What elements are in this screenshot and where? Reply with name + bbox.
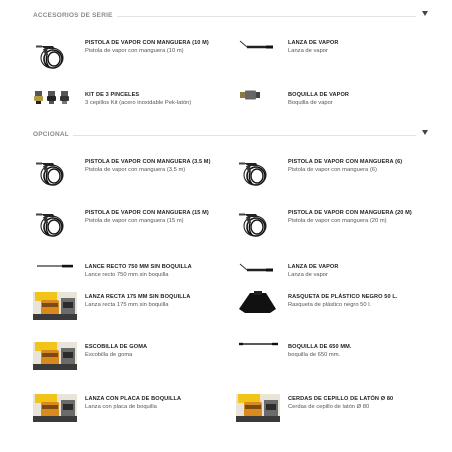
accessory-subtitle: Lanza de vapor — [288, 272, 328, 278]
steam-gun-hose-icon — [236, 157, 282, 187]
product-photo-icon — [236, 392, 282, 422]
accessory-subtitle: Pistola de vapor con manguera (20 m) — [288, 218, 387, 224]
accessory-title[interactable]: PISTOLA DE VAPOR CON MANGUERA (15 M) — [85, 210, 209, 216]
straight-lance-icon — [33, 261, 79, 291]
accessory-title[interactable]: PISTOLA DE VAPOR CON MANGUERA (3.5 M) — [85, 159, 211, 165]
accessory-subtitle: Pistola de vapor con manguera (10 m) — [85, 48, 184, 54]
accessory-title[interactable]: RASQUETA DE PLÁSTICO NEGRO 50 L. — [288, 294, 398, 300]
accessory-subtitle: Pistola de vapor con manguera (15 m) — [85, 218, 184, 224]
accessory-subtitle: Lanza recta 175 mm sin boquilla — [85, 302, 169, 308]
accessory-title[interactable]: BOQUILLA DE 650 MM. — [288, 344, 352, 350]
accessory-subtitle: Boquilla de vapor — [288, 100, 333, 106]
accessory-subtitle: Escobilla de goma — [85, 352, 133, 358]
accessory-title[interactable]: PISTOLA DE VAPOR CON MANGUERA (10 M) — [85, 40, 209, 46]
accessory-item[interactable] — [33, 292, 223, 322]
accessory-item[interactable] — [236, 394, 426, 424]
accessory-item[interactable] — [33, 394, 223, 424]
accessory-title[interactable]: CERDAS DE CEPILLO DE LATÓN Ø 80 — [288, 396, 394, 402]
brush-kit-icon — [33, 88, 79, 118]
product-photo-icon — [33, 340, 79, 370]
accessory-subtitle: Lanza con placa de boquilla — [85, 404, 157, 410]
accessory-title[interactable]: BOQUILLA DE VAPOR — [288, 92, 350, 98]
accessory-item[interactable] — [33, 342, 223, 372]
accessory-subtitle: Pistola de vapor con manguera (6) — [288, 167, 377, 173]
accessory-title[interactable]: LANZA RECTA 175 MM SIN BOQUILLA — [85, 294, 191, 300]
accessory-subtitle: Lance recto 750 mm sin boquilla — [85, 272, 169, 278]
accessory-subtitle: boquilla de 650 mm. — [288, 352, 341, 358]
accessory-title[interactable]: PISTOLA DE VAPOR CON MANGUERA (20 M) — [288, 210, 412, 216]
accessory-item[interactable] — [33, 262, 223, 292]
accessory-subtitle: Pistola de vapor con manguera (3.5 m) — [85, 167, 186, 173]
accessory-item[interactable] — [236, 292, 426, 322]
accessory-item[interactable] — [236, 262, 426, 292]
accessory-title[interactable]: LANZA CON PLACA DE BOQUILLA — [85, 396, 182, 402]
accessory-subtitle: Lanza de vapor — [288, 48, 328, 54]
steam-gun-hose-icon — [236, 208, 282, 238]
long-nozzle-icon — [236, 341, 282, 371]
accessory-subtitle: 3 cepillos Kit (acero inoxidable Pek-latón) — [85, 100, 192, 106]
accessory-title[interactable]: LANCE RECTO 750 MM SIN BOQUILLA — [85, 264, 192, 270]
accessory-subtitle: Rasqueta de plástico negro 50 l. — [288, 302, 372, 308]
accessory-item[interactable] — [236, 208, 426, 238]
steam-gun-hose-icon — [33, 40, 79, 70]
section-divider — [33, 135, 416, 136]
chevron-down-icon[interactable] — [422, 130, 428, 135]
section-header-standard[interactable] — [33, 12, 428, 24]
section-title: ACCESORIOS DE SERIE — [33, 12, 117, 19]
accessory-item[interactable] — [236, 157, 426, 187]
steam-lance-icon — [236, 38, 282, 68]
product-photo-icon — [33, 290, 79, 320]
steam-gun-hose-icon — [33, 157, 79, 187]
accessory-item[interactable] — [236, 38, 426, 68]
accessory-title[interactable]: PISTOLA DE VAPOR CON MANGUERA (6) — [288, 159, 403, 165]
accessory-title[interactable]: ESCOBILLA DE GOMA — [85, 344, 148, 350]
accessory-title[interactable]: KIT DE 3 PINCELES — [85, 92, 140, 98]
section-header-optional[interactable] — [33, 131, 428, 143]
accessory-item[interactable] — [33, 90, 223, 120]
accessory-item[interactable] — [33, 157, 223, 187]
accessory-title[interactable]: LANZA DE VAPOR — [288, 264, 339, 270]
steam-nozzle-icon — [236, 87, 282, 117]
accessory-item[interactable] — [236, 90, 426, 120]
scraper-icon — [236, 291, 282, 321]
section-title: OPCIONAL — [33, 131, 73, 138]
accessory-item[interactable] — [33, 208, 223, 238]
accessory-subtitle: Cerdas de cepillo de latón Ø 80 — [288, 404, 370, 410]
chevron-down-icon[interactable] — [422, 11, 428, 16]
accessory-item[interactable] — [33, 38, 223, 68]
product-photo-icon — [33, 392, 79, 422]
steam-gun-hose-icon — [33, 208, 79, 238]
accessory-title[interactable]: LANZA DE VAPOR — [288, 40, 339, 46]
steam-lance-icon — [236, 261, 282, 291]
accessory-item[interactable] — [236, 342, 426, 372]
